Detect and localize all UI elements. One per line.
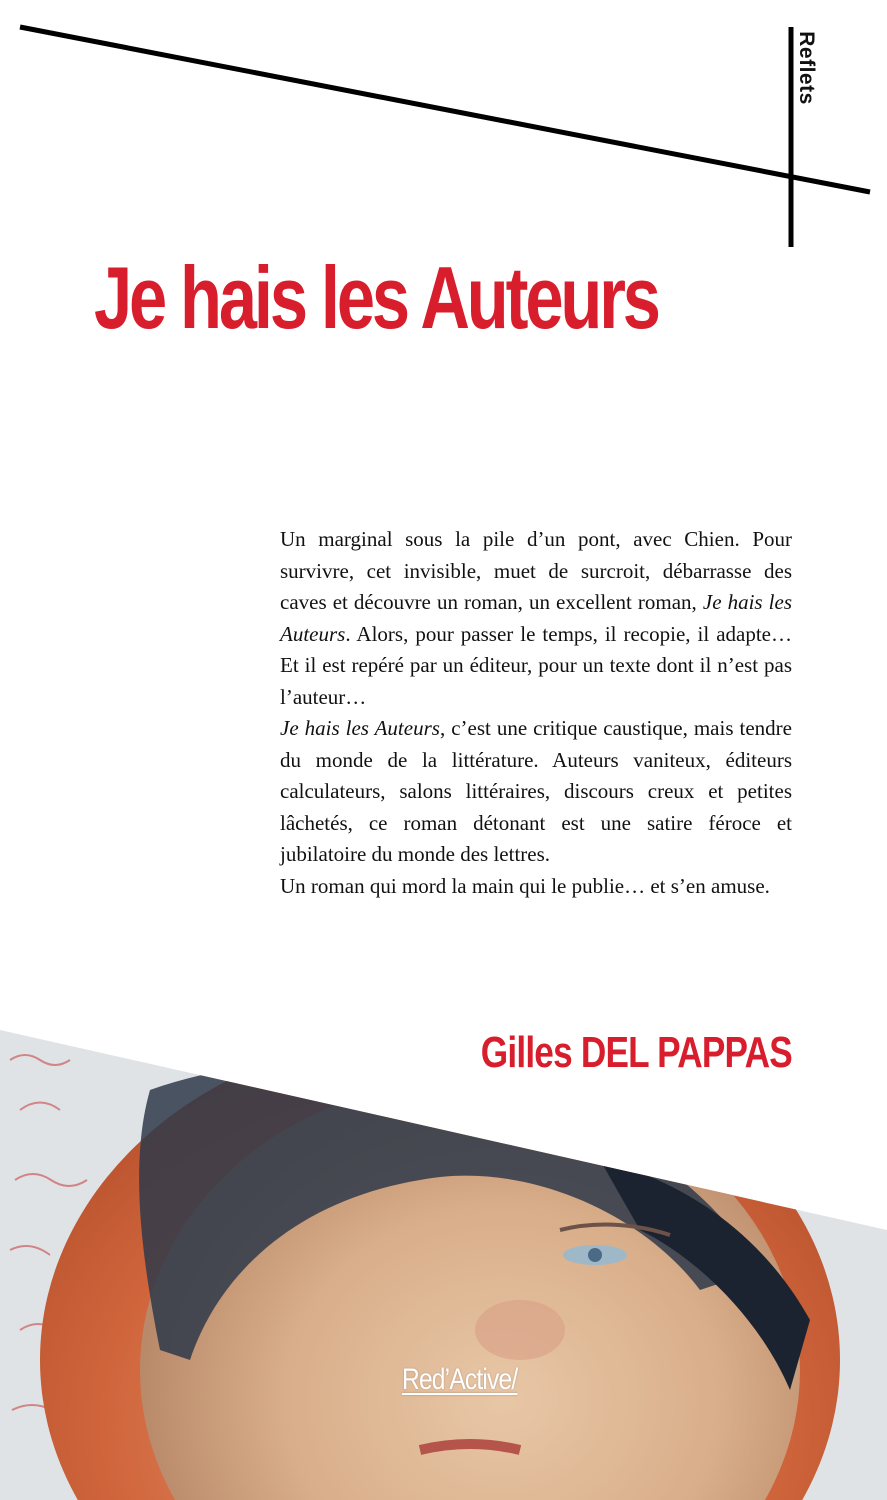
publisher-logo: Red’Active/	[402, 1363, 518, 1396]
blurb-paragraph-2: Je hais les Auteurs, c’est une critique caustique, mais tendre du monde de la littérature. Auteurs vaniteux, éditeurs calculateurs, salons littéraires, discours creux et petites lâchetés, ce roman détonant est une satire féroce et jubilatoire du monde des lettres.	[280, 716, 792, 866]
author-name: Gilles DEL PAPPAS	[480, 1028, 792, 1077]
decorative-lines	[0, 0, 887, 260]
back-cover-blurb	[280, 524, 792, 902]
blurb-paragraph-3: Un roman qui mord la main qui le publie… et s’en amuse.	[280, 873, 770, 898]
portrait-painting	[0, 1030, 887, 1500]
blurb-paragraph-1: Un marginal sous la pile d’un pont, avec Chien. Pour survivre, cet invisible, muet de surcroit, débarrasse des caves et découvre un roman, un excellent roman, Je hais les Auteurs. Alors, pour passer le temps, il recopie, il adapte… Et il est repéré par un éditeur, pour un texte dont il n’est pas l’auteur…	[280, 527, 792, 709]
series-label: Reflets	[795, 31, 818, 105]
book-title: Je hais les Auteurs	[94, 248, 658, 347]
